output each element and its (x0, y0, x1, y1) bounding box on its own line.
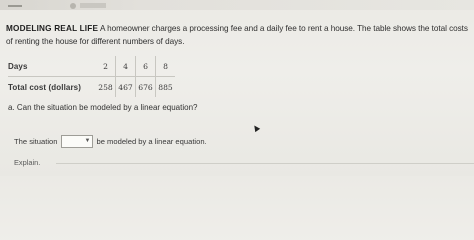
row-label-days: Days (8, 56, 96, 77)
days-cell: 6 (136, 56, 156, 77)
answer-dropdown[interactable] (61, 135, 93, 148)
answer-sentence (14, 134, 207, 148)
days-cell: 4 (116, 56, 136, 77)
top-bar (0, 0, 474, 10)
table-row-cost (8, 77, 175, 98)
answer-prefix: The situation (14, 136, 58, 146)
problem-lead: MODELING REAL LIFE (6, 24, 99, 33)
days-cell: 8 (156, 56, 176, 77)
explain-input[interactable] (56, 163, 474, 172)
row-label-cost: Total cost (dollars) (8, 82, 81, 92)
problem-text: A homeowner charges a processing fee and a daily fee to rent a house. The table shows the total costs of renting the house for different numbers of days. (6, 24, 468, 46)
cost-cell: 258 (98, 82, 113, 92)
answer-suffix: be modeled by a linear equation. (96, 136, 207, 146)
cost-cell: 676 (136, 77, 156, 98)
mouse-cursor-icon (252, 124, 260, 132)
status-dot-icon (70, 3, 76, 9)
days-cell: 2 (96, 56, 116, 77)
faded-header-mark (80, 3, 106, 8)
problem-prompt (6, 22, 472, 48)
data-table (8, 56, 175, 97)
chevron-down-icon: ▼ (84, 138, 91, 144)
cost-cell: 885 (156, 77, 176, 98)
question-a: a. Can the situation be modeled by a linear equation? (8, 103, 198, 112)
menu-dash-icon (8, 5, 22, 7)
table-row-days (8, 56, 175, 77)
explain-label: Explain. (14, 158, 41, 167)
cost-cell: 467 (116, 77, 136, 98)
